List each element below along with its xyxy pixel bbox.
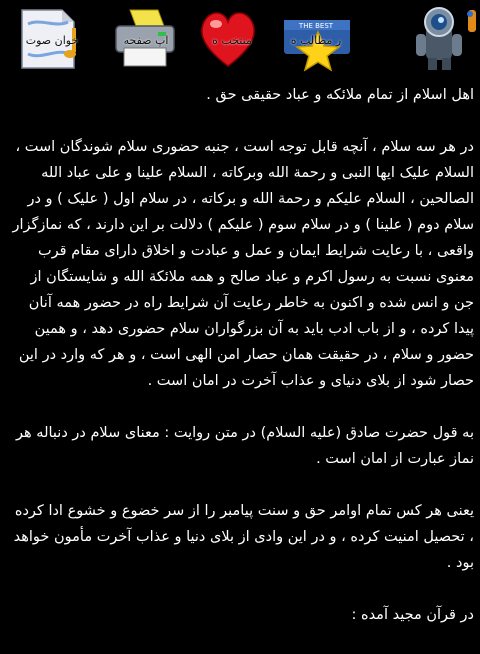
- toolbar-item-audio[interactable]: [16, 4, 88, 74]
- toolbar-label: خوان صوت: [25, 34, 79, 47]
- toolbar-label: ر مطالب ه: [290, 34, 342, 47]
- toolbar-item-best-posts[interactable]: [280, 4, 352, 74]
- toolbar-label: اپ صفحه: [123, 34, 169, 47]
- paragraph: اهل اسلام از تمام ملائکه و عباد حقیقی حق .: [206, 87, 474, 103]
- toolbar-item-favorites[interactable]: [196, 4, 268, 74]
- best-badge-text: THE BEST: [298, 22, 334, 30]
- paragraph: یعنی هر کس تمام اوامر حق و سنت پیامبر را از سر خضوع و خشوع ادا کرده ، تحصیل امنیت کرده ، و در این وادی از بلای دنیا و عذاب آخرت مأمون خواهد بود .: [13, 503, 474, 571]
- paragraph: در هر سه سلام ، آنچه قابل توجه است ، جنبه حضوری سلام شوندگان است ، السلام علیک ایها النبی و رحمة الله وبرکاته ، السلام علینا و علی عباد الله الصالحین ، السلام علیکم و رحمة الله و برکاته ، در سلام اول ( علیک ) و در سلام دوم ( علینا ) و در سلام سوم ( علیکم ) دلالت بر این دارند ، که نمازگزار واقعی ، با رعایت شرایط ایمان و عمل و عبادت و اخلاق دارای مقام قرب معنوی نسبت به رسول اکرم و عباد صالح و همه ملائکة الله و شایستگان از جن و انس شده و اکنون به خاطر رعایت آن شرایط راه در حضور همه آنان پیدا کرده ، و از باب ادب باید به آن بزرگواران سلام حضوری دهد ، و همین حضور و سلام ، در حقیقت همان حصار امن الهی است ، و هر که وارد در این حصار شود از بلای دنیای و عذاب آخرت در امان است .: [12, 139, 474, 389]
- toolbar-item-print[interactable]: [110, 4, 182, 74]
- article-body: [6, 82, 474, 654]
- top-toolbar: [0, 0, 480, 78]
- agent-icon: [404, 4, 476, 74]
- toolbar-item-agent[interactable]: [404, 4, 476, 74]
- paragraph: در قرآن مجید آمده :: [351, 607, 474, 623]
- toolbar-label: منتخب ه: [212, 34, 252, 47]
- paragraph: به قول حضرت صادق (علیه السلام) در متن روایت : معنای سلام در دنباله هر نماز عبارت از امان است .: [16, 425, 474, 467]
